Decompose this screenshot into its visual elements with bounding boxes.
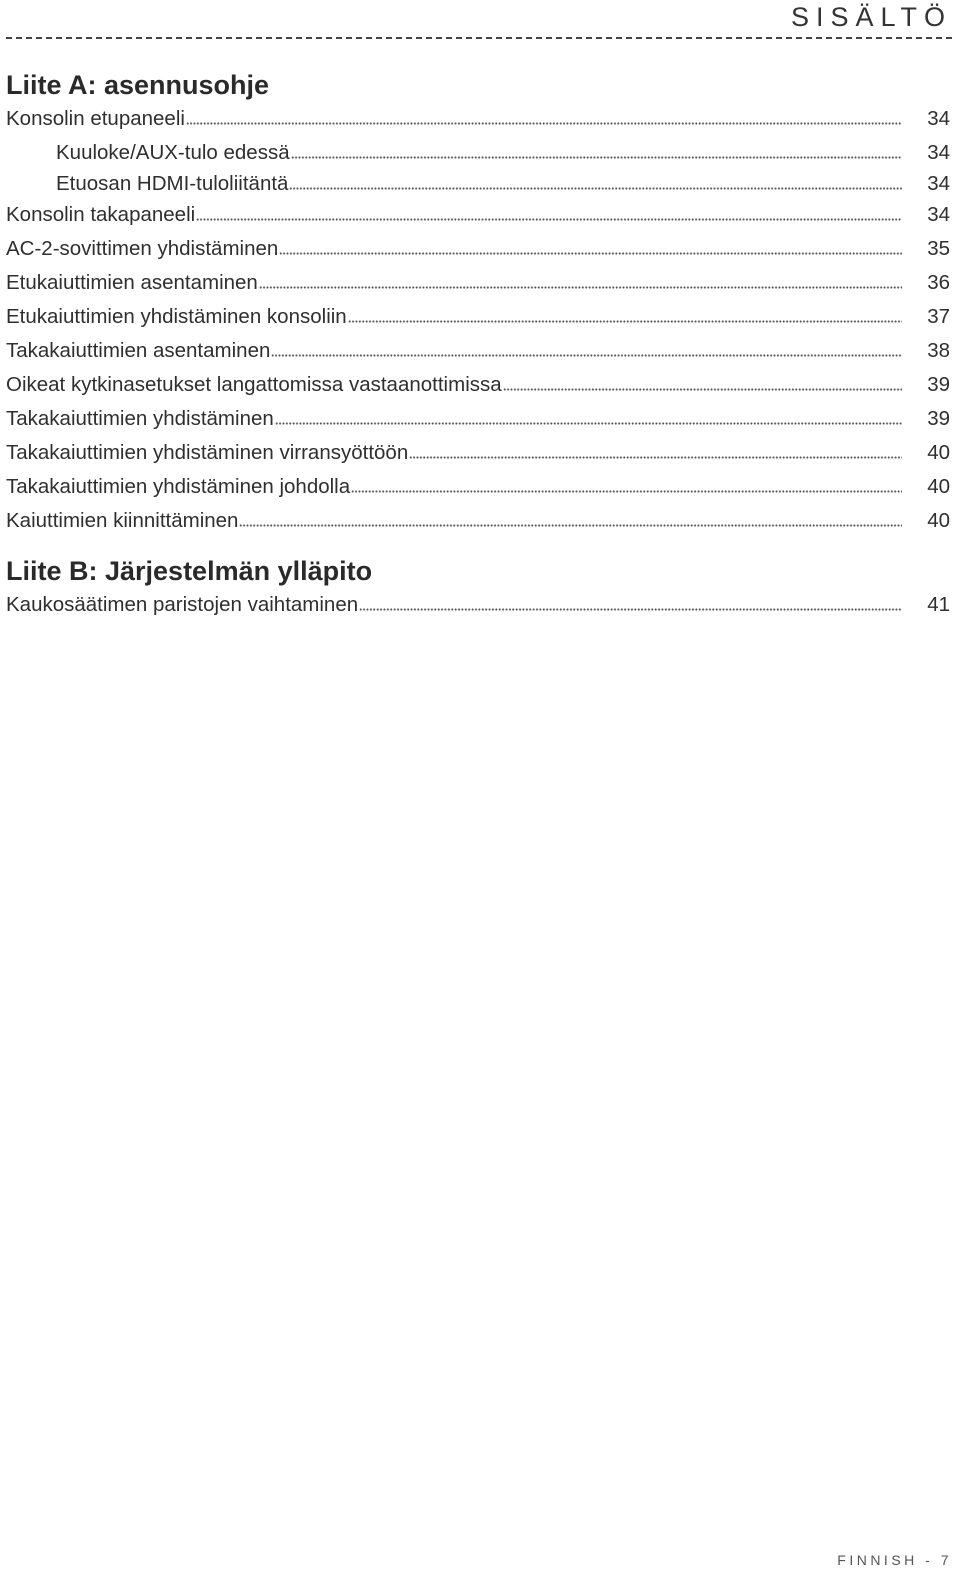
toc-dot-leader [291, 155, 902, 159]
toc-page-number: 40 [927, 509, 950, 532]
page-header-title: SISÄLTÖ [790, 2, 952, 32]
toc-page-number: 34 [927, 203, 950, 226]
toc-dot-leader [239, 523, 902, 527]
toc-page-number: 40 [927, 441, 950, 464]
toc-entry-title: Kaukosäätimen paristojen vaihtaminen [6, 593, 359, 616]
toc-dot-leader [359, 607, 902, 611]
toc-entry[interactable] [6, 172, 950, 203]
toc-entry-title: Takakaiuttimien yhdistäminen [6, 407, 274, 430]
toc-dot-leader [186, 121, 902, 125]
toc-page-number: 37 [927, 305, 950, 328]
toc-entry-title: Kuuloke/AUX-tulo edessä [56, 141, 290, 164]
toc-entry[interactable] [6, 339, 950, 373]
toc-dot-leader [503, 387, 902, 391]
toc-entry[interactable] [6, 441, 950, 475]
section-heading-liite-a: Liite A: asennusohje [6, 70, 270, 100]
toc-dot-leader [259, 285, 902, 289]
toc-entry-title: Etukaiuttimien yhdistäminen konsoliin [6, 305, 347, 328]
toc-entry-title: Konsolin takapaneeli [6, 203, 196, 226]
toc-entry-title: Takakaiuttimien yhdistäminen johdolla [6, 475, 351, 498]
toc-entry-title: Etuosan HDMI-tuloliitäntä [56, 172, 289, 195]
toc-entry[interactable] [6, 237, 950, 271]
toc-list-liite-b [6, 593, 950, 627]
toc-dot-leader [279, 251, 902, 255]
toc-entry-title: Etukaiuttimien asentaminen [6, 271, 258, 294]
toc-entry-title: Takakaiuttimien asentaminen [6, 339, 271, 362]
toc-entry[interactable] [6, 407, 950, 441]
toc-entry[interactable] [6, 141, 950, 172]
toc-page-number: 34 [927, 141, 950, 164]
toc-page-number: 41 [927, 593, 950, 616]
toc-entry[interactable] [6, 475, 950, 509]
page-footer: FINNISH - 7 [837, 1552, 952, 1568]
toc-page-number: 40 [927, 475, 950, 498]
toc-page-number: 34 [927, 107, 950, 130]
toc-entry[interactable] [6, 107, 950, 141]
toc-entry-title: AC-2-sovittimen yhdistäminen [6, 237, 279, 260]
section-heading-liite-b: Liite B: Järjestelmän ylläpito [6, 556, 373, 586]
toc-entry[interactable] [6, 305, 950, 339]
toc-page-number: 35 [927, 237, 950, 260]
header-dashed-rule [6, 37, 952, 39]
toc-page-number: 34 [927, 172, 950, 195]
toc-entry[interactable] [6, 509, 950, 543]
toc-entry-title: Kaiuttimien kiinnittäminen [6, 509, 239, 532]
toc-page-number: 39 [927, 373, 950, 396]
toc-page-number: 36 [927, 271, 950, 294]
toc-entry-title: Konsolin etupaneeli [6, 107, 185, 130]
toc-entry-title: Takakaiuttimien yhdistäminen virransyöttöön [6, 441, 409, 464]
toc-dot-leader [351, 489, 902, 493]
toc-page-number: 39 [927, 407, 950, 430]
toc-entry[interactable] [6, 203, 950, 237]
toc-entry[interactable] [6, 271, 950, 305]
toc-page-number: 38 [927, 339, 950, 362]
toc-dot-leader [271, 353, 902, 357]
toc-dot-leader [348, 319, 902, 323]
toc-dot-leader [409, 455, 902, 459]
toc-entry[interactable] [6, 593, 950, 627]
toc-entry-title: Oikeat kytkinasetukset langattomissa vastaanottimissa [6, 373, 502, 396]
toc-list-liite-a [6, 107, 950, 543]
toc-entry[interactable] [6, 373, 950, 407]
toc-dot-leader [289, 186, 902, 190]
toc-dot-leader [196, 217, 902, 221]
toc-dot-leader [275, 421, 902, 425]
